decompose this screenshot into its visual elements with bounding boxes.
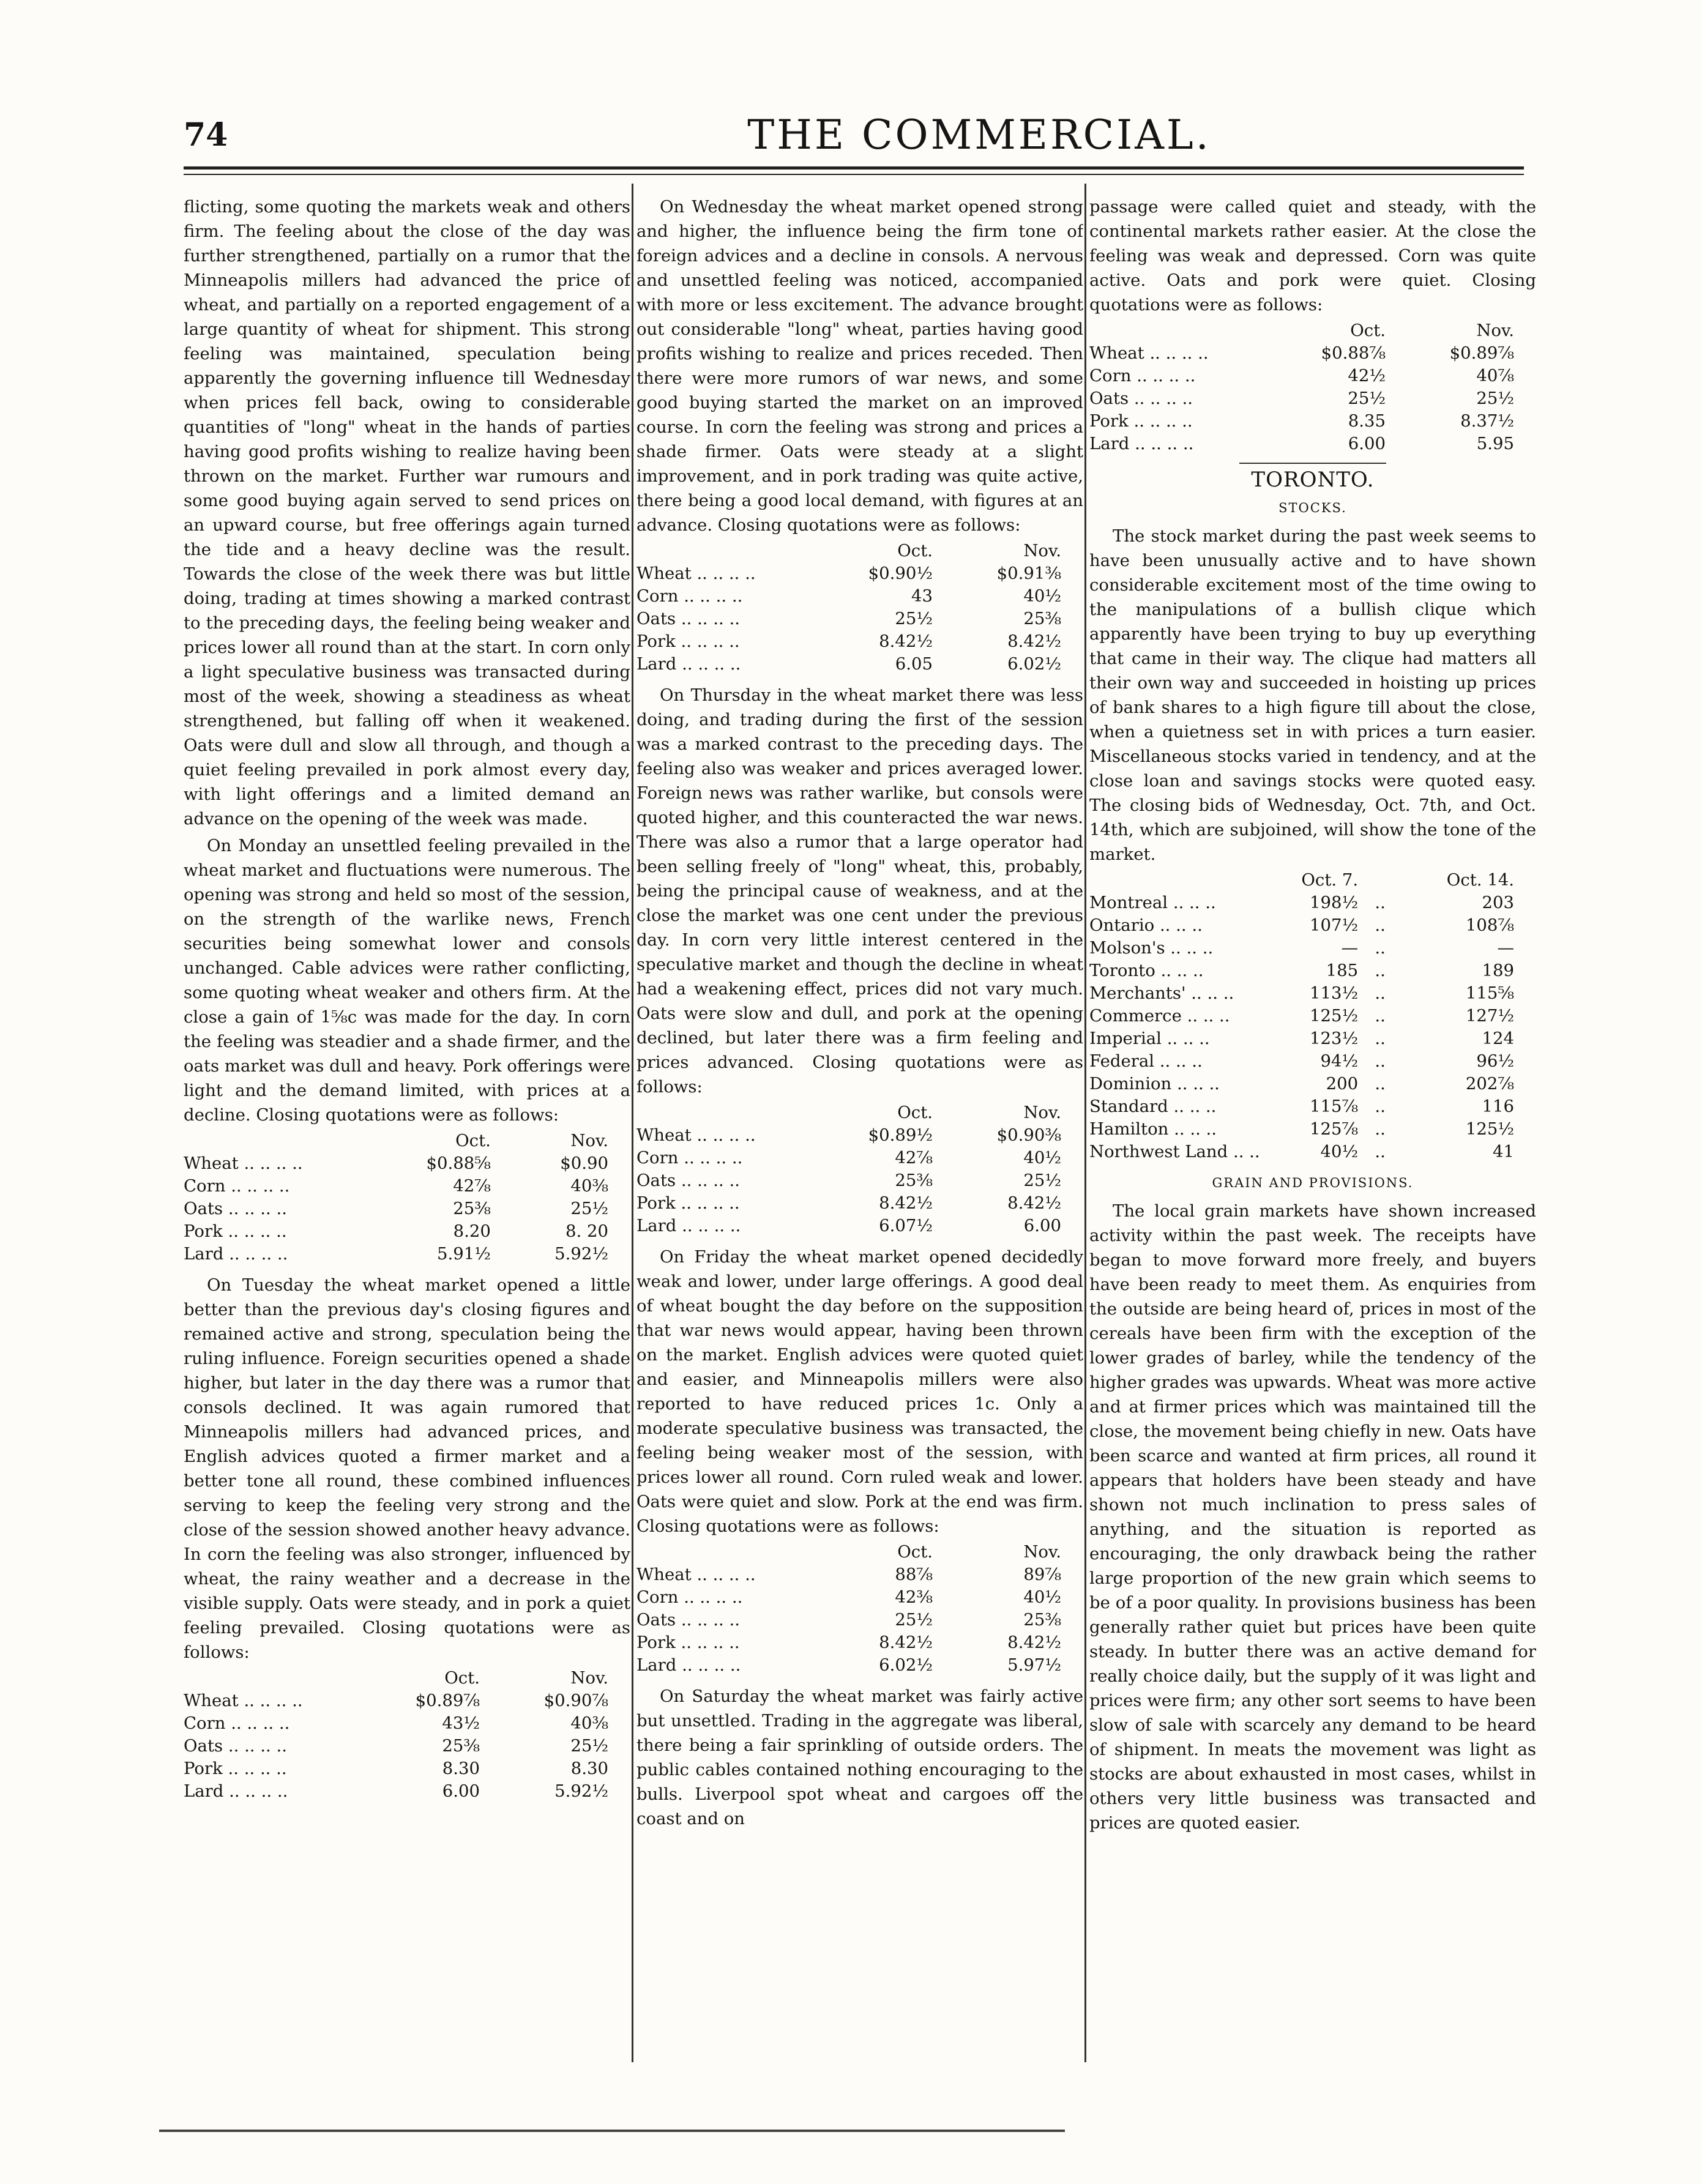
row-label: Oats .. .. .. .. xyxy=(636,1610,741,1630)
row-label: Oats .. .. .. .. xyxy=(184,1736,288,1756)
value-oct7: 113½ xyxy=(1309,983,1359,1003)
row-label: Dominion .. .. .. xyxy=(1089,1074,1220,1094)
value-nov: $0.90⅞ xyxy=(543,1691,608,1710)
value-nov: 25½ xyxy=(1476,389,1514,408)
separator: .. xyxy=(1375,1119,1386,1139)
value-oct: 88⅞ xyxy=(895,1565,933,1584)
table-row xyxy=(1089,1073,1518,1095)
table-row xyxy=(1089,342,1518,365)
separator: .. xyxy=(1375,1051,1386,1071)
row-label: Pork .. .. .. .. xyxy=(636,1193,740,1213)
table-row xyxy=(636,1124,1065,1147)
row-label: Oats .. .. .. .. xyxy=(1089,389,1193,408)
quotations-table-saturday xyxy=(1089,319,1518,455)
table-row xyxy=(1089,1005,1518,1027)
table-header-row xyxy=(184,1667,612,1690)
col-header-oct: Oct. xyxy=(897,1103,933,1122)
page-number: 74 xyxy=(184,116,228,154)
value-nov: 25⅜ xyxy=(1023,609,1061,628)
value-nov: $0.90 xyxy=(560,1153,608,1173)
value-oct7: 123½ xyxy=(1309,1029,1359,1048)
value-nov: 8.42½ xyxy=(1007,632,1061,651)
table-row xyxy=(636,1609,1065,1631)
paragraph: On Friday the wheat market opened decidedly weak and lower, under large offerings. A good deal of wheat bought the day before on the supposition that war news would appear, having been thrown on the market. English advices were quoted quiet and easier, and Minneapolis millers were also reported to have reduced prices 1c. Only a moderate speculative business was transacted, the feeling being weaker most of the session, with prices lower all round. Corn ruled weak and lower. Oats were quiet and slow. Pork at the end was firm. Closing quotations were as follows: xyxy=(636,1247,1083,1536)
row-label: Montreal .. .. .. xyxy=(1089,893,1216,912)
value-oct7: 94½ xyxy=(1320,1051,1359,1071)
paragraph: The stock market during the past week seems to have been unusually active and to have shown considerable excitement most of the time owing to the manipulations of a bullish clique which apparently have been trying to buy up everything that came in their way. The clique had matters all their own way and succeeded in hoisting up prices of bank shares to a high figure till about the close, when a quietness set in with prices a turn easier. Miscellaneous stocks varied in tendency, and at the close loan and savings stocks were quoted easy. The closing bids of Wednesday, Oct. 7th, and Oct. 14th, which are subjoined, will show the tone of the market. xyxy=(1089,526,1536,864)
row-label: Corn .. .. .. .. xyxy=(636,1587,743,1607)
table-row xyxy=(184,1243,612,1265)
row-label: Lard .. .. .. .. xyxy=(184,1781,288,1801)
col-header-nov: Nov. xyxy=(570,1131,608,1150)
value-oct14: 124 xyxy=(1482,1029,1514,1048)
col-header-oct: Oct. xyxy=(444,1668,480,1688)
table-header-row xyxy=(636,1101,1065,1124)
paragraph: The local grain markets have shown increased activity within the past week. The receipts have began to move forward more freely, and buyers have been ready to meet them. As enquiries from the outside are being heard of, prices in most of the cereals have been firm with the exception of the lower grades of barley, while the tendency of the higher grades was upwards. Wheat was more active and at firmer prices which was maintained till the close, the movement being chiefly in new. Oats have been scarce and wanted at firm prices, all round it appears that holders have been steady and have shown not much inclination to press sales of anything, and the situation is reported as encouraging, the only drawback being the rather large proportion of the new grain which seems to be of a poor quality. In provisions business has been generally rather quiet but prices have been quite steady. In butter there was an active demand for really choice daily, but the supply of it was light and prices were firm; any other sort seems to have been slow of sale with scarcely any demand to be heard of shipment. In meats the movement was light as stocks are about exhausted in most cases, whilst in others very little business was transacted and prices are quoted easier. xyxy=(1089,1201,1536,1833)
value-oct: $0.88⅞ xyxy=(1321,343,1386,363)
col-header-oct7: Oct. 7. xyxy=(1301,870,1359,890)
value-oct14: 96½ xyxy=(1476,1051,1514,1071)
quotations-table-thursday xyxy=(636,1101,1065,1237)
value-nov: 40½ xyxy=(1023,1587,1061,1607)
value-oct: 6.07½ xyxy=(879,1216,933,1235)
table-row xyxy=(1089,892,1518,914)
table-row xyxy=(184,1152,612,1175)
table-header-row xyxy=(636,540,1065,562)
value-nov: 25½ xyxy=(570,1199,608,1218)
footer-rule xyxy=(159,2130,1065,2132)
separator: .. xyxy=(1375,893,1386,912)
separator: .. xyxy=(1375,961,1386,980)
table-row xyxy=(184,1735,612,1757)
table-row xyxy=(184,1198,612,1220)
value-oct7: 125⅞ xyxy=(1309,1119,1359,1139)
value-oct: 25½ xyxy=(1348,389,1386,408)
row-label: Pork .. .. .. .. xyxy=(636,1633,740,1652)
value-oct: 25½ xyxy=(895,1610,933,1630)
table-row xyxy=(1089,1027,1518,1050)
table-row xyxy=(636,1215,1065,1237)
table-row xyxy=(184,1780,612,1803)
row-label: Oats .. .. .. .. xyxy=(636,1171,741,1190)
paragraph: On Monday an unsettled feeling prevailed in the wheat market and fluctuations were numerous. The opening was strong and held so most of the session, on the strength of the warlike news, French securities being somewhat lower and consols unchanged. Cable advices were rather conflicting, some quoting wheat weaker and others firm. At the close a gain of 1⅝c was made for the day. In corn the feeling was steadier and a shade firmer, and the oats market was dull and heavy. Pork offerings were light and the demand limited, with prices at a decline. Closing quotations were as follows: xyxy=(184,836,630,1125)
value-oct: 42⅞ xyxy=(895,1148,933,1168)
row-label: Merchants' .. .. .. xyxy=(1089,983,1234,1003)
row-label: Lard .. .. .. .. xyxy=(184,1244,288,1264)
table-header-row xyxy=(184,1130,612,1152)
value-oct: 43½ xyxy=(442,1713,480,1733)
row-label: Wheat .. .. .. .. xyxy=(636,564,756,583)
row-label: Standard .. .. .. xyxy=(1089,1097,1217,1116)
value-oct: 25½ xyxy=(895,609,933,628)
row-label: Wheat .. .. .. .. xyxy=(184,1691,303,1710)
value-nov: 40½ xyxy=(1023,586,1061,606)
row-label: Pork .. .. .. .. xyxy=(184,1759,287,1778)
separator: .. xyxy=(1375,1142,1386,1161)
table-row xyxy=(636,608,1065,630)
page-title: THE COMMERCIAL. xyxy=(747,111,1211,158)
table-row xyxy=(1089,1118,1518,1141)
table-header-row xyxy=(1089,869,1518,892)
value-nov: 6.02½ xyxy=(1007,654,1061,674)
table-header-row xyxy=(1089,319,1518,342)
value-oct: 42½ xyxy=(1348,366,1386,386)
column-divider xyxy=(1084,184,1086,2062)
value-oct: 42⅞ xyxy=(453,1176,491,1196)
row-label: Oats .. .. .. .. xyxy=(636,609,741,628)
row-label: Corn .. .. .. .. xyxy=(184,1713,290,1733)
row-label: Molson's .. .. .. xyxy=(1089,938,1214,958)
value-nov: 8.30 xyxy=(570,1759,608,1778)
table-row xyxy=(636,1586,1065,1609)
value-nov: $0.90⅜ xyxy=(996,1125,1061,1145)
row-label: Corn .. .. .. .. xyxy=(636,586,743,606)
value-oct: $0.89½ xyxy=(868,1125,933,1145)
table-row xyxy=(184,1757,612,1780)
table-header-row xyxy=(636,1541,1065,1563)
table-row xyxy=(636,1147,1065,1169)
row-label: Pork .. .. .. .. xyxy=(636,632,740,651)
value-oct14: 127½ xyxy=(1465,1006,1514,1026)
value-nov: 89⅞ xyxy=(1023,1565,1061,1584)
value-oct: $0.90½ xyxy=(868,564,933,583)
value-nov: 40½ xyxy=(1023,1148,1061,1168)
row-label: Pork .. .. .. .. xyxy=(184,1221,287,1241)
col-header-nov: Nov. xyxy=(1023,541,1061,561)
table-row xyxy=(1089,1050,1518,1073)
stocks-table xyxy=(1089,869,1518,1163)
value-nov: 5.95 xyxy=(1476,434,1514,453)
column-divider xyxy=(632,184,633,2062)
separator: .. xyxy=(1375,1074,1386,1094)
row-label: Wheat .. .. .. .. xyxy=(1089,343,1209,363)
value-oct: 6.02½ xyxy=(879,1655,933,1675)
value-oct7: 198½ xyxy=(1309,893,1359,912)
table-row xyxy=(636,653,1065,676)
value-oct14: — xyxy=(1497,938,1514,958)
value-oct: 6.05 xyxy=(895,654,933,674)
table-row xyxy=(1089,982,1518,1005)
value-oct7: 125½ xyxy=(1309,1006,1359,1026)
table-row xyxy=(1089,937,1518,960)
value-oct: 5.91½ xyxy=(437,1244,491,1264)
value-nov: 6.00 xyxy=(1023,1216,1061,1235)
value-oct7: 107½ xyxy=(1309,915,1359,935)
table-row xyxy=(636,1169,1065,1192)
value-oct: 8.42½ xyxy=(879,1193,933,1213)
table-row xyxy=(1089,410,1518,433)
row-label: Northwest Land .. .. xyxy=(1089,1142,1260,1161)
section-rule xyxy=(1239,463,1386,464)
value-oct: 8.30 xyxy=(442,1759,480,1778)
table-row xyxy=(184,1220,612,1243)
value-oct: 25⅜ xyxy=(895,1171,933,1190)
value-nov: 40⅜ xyxy=(570,1176,608,1196)
value-oct7: 40½ xyxy=(1320,1142,1359,1161)
header-rule-thin xyxy=(184,174,1524,175)
table-row xyxy=(184,1690,612,1712)
subheading-stocks: STOCKS. xyxy=(1278,501,1347,515)
table-row xyxy=(1089,387,1518,410)
table-row xyxy=(636,585,1065,608)
separator: .. xyxy=(1375,1006,1386,1026)
value-nov: 8.42½ xyxy=(1007,1633,1061,1652)
quotations-table-monday xyxy=(184,1130,612,1265)
value-nov: 40⅜ xyxy=(570,1713,608,1733)
paragraph: flicting, some quoting the markets weak and others firm. The feeling about the close of the day was further strengthened, partially on a rumor that the Minneapolis millers had advanced the price of wheat, and partially on a reported engagement of a large quantity of wheat for shipment. This strong feeling was maintained, speculation being apparently the governing influence till Wednesday when prices fell back, owing to considerable quantities of "long" wheat in the hands of parties having good profits wishing to realize having been thrown on the market. Further war rumours and some good buying again served to send prices on an upward course, but free offerings again turned the tide and a heavy decline was the result. Towards the close of the week there was but little doing, trading at times showing a marked contrast to the preceding days, the feeling being weaker and prices lower all round than at the start. In corn only a light speculative business was transacted during most of the week, showing a steadiness as wheat strengthened, but falling off when it weakened. Oats were dull and slow all through, and though a quiet feeling prevailed in pork almost every day, with light offerings and a limited demand an advance on the opening of the week was made. xyxy=(184,197,630,829)
paragraph: passage were called quiet and steady, with the continental markets rather easier. At the close the feeling was weak and depressed. Corn was quite active. Oats and pork were quiet. Closing quotations were as follows: xyxy=(1089,197,1536,315)
quotations-table-tuesday xyxy=(184,1667,612,1803)
col-header-nov: Nov. xyxy=(1476,321,1514,340)
quotations-table-wednesday xyxy=(636,540,1065,676)
row-label: Pork .. .. .. .. xyxy=(1089,411,1193,431)
col-header-oct14: Oct. 14. xyxy=(1446,870,1514,890)
table-row xyxy=(636,1563,1065,1586)
paragraph: On Wednesday the wheat market opened strong and higher, the influence being the firm tone of foreign advices and a decline in consols. A nervous and unsettled feeling was noticed, accompanied with more or less excitement. The advance brought out considerable "long" wheat, parties having good profits wishing to realize and prices receded. Then there were more rumors of war news, and some good buying started the market on an improved course. In corn the feeling was strong and prices a shade firmer. Oats were steady at a slight improvement, and in pork trading was quite active, there being a good local demand, with figures at an advance. Closing quotations were as follows: xyxy=(636,197,1083,535)
row-label: Corn .. .. .. .. xyxy=(1089,366,1196,386)
row-label: Lard .. .. .. .. xyxy=(636,654,741,674)
column-1 xyxy=(184,195,630,2055)
value-nov: 8.42½ xyxy=(1007,1193,1061,1213)
table-row xyxy=(636,1631,1065,1654)
value-oct14: 125½ xyxy=(1465,1119,1514,1139)
row-label: Ontario .. .. .. xyxy=(1089,915,1203,935)
table-row xyxy=(1089,1141,1518,1163)
column-2 xyxy=(636,195,1083,2055)
value-oct14: 116 xyxy=(1482,1097,1514,1116)
value-oct: 8.20 xyxy=(453,1221,491,1241)
separator: .. xyxy=(1375,1097,1386,1116)
value-oct14: 202⅞ xyxy=(1465,1074,1514,1094)
row-label: Toronto .. .. .. xyxy=(1089,961,1204,980)
paragraph: On Thursday in the wheat market there was less doing, and trading during the first of the session was a marked contrast to the preceding days. The feeling also was weaker and prices averaged lower. Foreign news was rather warlike, but consols were quoted higher, and this counteracted the war news. There was also a rumor that a large operator had been selling freely of "long" wheat, this, probably, being the principal cause of weakness, and at the close the market was one cent under the previous day. In corn very little interest centered in the speculative market and though the decline in wheat had a weakening effect, prices did not vary much. Oats were slow and dull, and pork at the opening declined, but later there was a firm feeling and prices advanced. Closing quotations were as follows: xyxy=(636,685,1083,1097)
col-header-oct: Oct. xyxy=(455,1131,491,1150)
separator: .. xyxy=(1375,915,1386,935)
row-label: Hamilton .. .. .. xyxy=(1089,1119,1217,1139)
value-oct: 8.42½ xyxy=(879,632,933,651)
value-oct: $0.89⅞ xyxy=(415,1691,480,1710)
column-3 xyxy=(1089,195,1536,2055)
value-oct14: 108⅞ xyxy=(1465,915,1514,935)
table-row xyxy=(1089,1095,1518,1118)
table-row xyxy=(1089,433,1518,455)
row-label: Federal .. .. .. xyxy=(1089,1051,1203,1071)
row-label: Imperial .. .. .. xyxy=(1089,1029,1210,1048)
table-row xyxy=(184,1712,612,1735)
table-row xyxy=(636,1192,1065,1215)
value-nov: 40⅞ xyxy=(1476,366,1514,386)
value-oct7: 115⅞ xyxy=(1309,1097,1359,1116)
row-label: Wheat .. .. .. .. xyxy=(636,1565,756,1584)
value-nov: $0.89⅞ xyxy=(1449,343,1514,363)
value-oct7: 185 xyxy=(1326,961,1359,980)
value-nov: 25⅜ xyxy=(1023,1610,1061,1630)
col-header-oct: Oct. xyxy=(897,541,933,561)
row-label: Corn .. .. .. .. xyxy=(184,1176,290,1196)
table-row xyxy=(636,1654,1065,1677)
value-oct: 8.35 xyxy=(1348,411,1386,431)
col-header-nov: Nov. xyxy=(1023,1103,1061,1122)
table-row xyxy=(636,630,1065,653)
value-nov: 5.92½ xyxy=(554,1244,608,1264)
value-oct: 6.00 xyxy=(442,1781,480,1801)
value-nov: 25½ xyxy=(570,1736,608,1756)
value-oct7: — xyxy=(1341,938,1359,958)
section-heading-toronto: TORONTO. xyxy=(1251,468,1375,492)
subheading-grain-provisions: GRAIN AND PROVISIONS. xyxy=(1212,1176,1414,1190)
value-nov: 8. 20 xyxy=(565,1221,608,1241)
value-nov: 5.97½ xyxy=(1007,1655,1061,1675)
value-oct: 42⅜ xyxy=(895,1587,933,1607)
row-label: Lard .. .. .. .. xyxy=(636,1655,741,1675)
quotations-table-friday xyxy=(636,1541,1065,1677)
value-oct14: 41 xyxy=(1493,1142,1514,1161)
row-label: Commerce .. .. .. xyxy=(1089,1006,1230,1026)
value-oct: 25⅜ xyxy=(442,1736,480,1756)
value-oct: 8.42½ xyxy=(879,1633,933,1652)
value-nov: $0.91⅜ xyxy=(996,564,1061,583)
table-row xyxy=(1089,960,1518,982)
value-oct: $0.88⅝ xyxy=(426,1153,491,1173)
row-label: Lard .. .. .. .. xyxy=(1089,434,1194,453)
value-oct14: 115⅝ xyxy=(1465,983,1514,1003)
col-header-nov: Nov. xyxy=(1023,1542,1061,1562)
col-header-oct: Oct. xyxy=(897,1542,933,1562)
row-label: Corn .. .. .. .. xyxy=(636,1148,743,1168)
table-row xyxy=(184,1175,612,1198)
col-header-nov: Nov. xyxy=(570,1668,608,1688)
table-row xyxy=(1089,914,1518,937)
paragraph: On Saturday the wheat market was fairly active but unsettled. Trading in the aggregate was liberal, there being a fair sprinkling of outside orders. The public cables contained nothing encouraging to the bulls. Liverpool spot wheat and cargoes off the coast and on xyxy=(636,1686,1083,1828)
value-nov: 25½ xyxy=(1023,1171,1061,1190)
value-oct: 6.00 xyxy=(1348,434,1386,453)
separator: .. xyxy=(1375,1029,1386,1048)
col-header-oct: Oct. xyxy=(1350,321,1386,340)
paragraph: On Tuesday the wheat market opened a little better than the previous day's closing figures and remained active and strong, speculation being the ruling influence. Foreign securities opened a shade higher, but later in the day there was a rumor that consols declined. It was again rumored that Minneapolis millers had advanced prices, and English advices quoted a firmer market and a better tone all round, these combined influences serving to keep the feeling very strong and the close of the session showed another heavy advance. In corn the feeling was also stronger, influenced by wheat, the rainy weather and a decrease in the visible supply. Oats were steady, and in pork a quiet feeling prevailed. Closing quotations were as follows: xyxy=(184,1275,630,1662)
row-label: Wheat .. .. .. .. xyxy=(636,1125,756,1145)
row-label: Wheat .. .. .. .. xyxy=(184,1153,303,1173)
value-nov: 5.92½ xyxy=(554,1781,608,1801)
table-row xyxy=(636,562,1065,585)
value-oct: 43 xyxy=(911,586,933,606)
separator: .. xyxy=(1375,983,1386,1003)
row-label: Lard .. .. .. .. xyxy=(636,1216,741,1235)
table-row xyxy=(1089,365,1518,387)
separator: .. xyxy=(1375,938,1386,958)
row-label: Oats .. .. .. .. xyxy=(184,1199,288,1218)
value-oct7: 200 xyxy=(1326,1074,1359,1094)
value-nov: 8.37½ xyxy=(1460,411,1514,431)
value-oct14: 189 xyxy=(1482,961,1514,980)
header-rule xyxy=(184,166,1524,170)
value-oct14: 203 xyxy=(1482,893,1514,912)
value-oct: 25⅜ xyxy=(453,1199,491,1218)
